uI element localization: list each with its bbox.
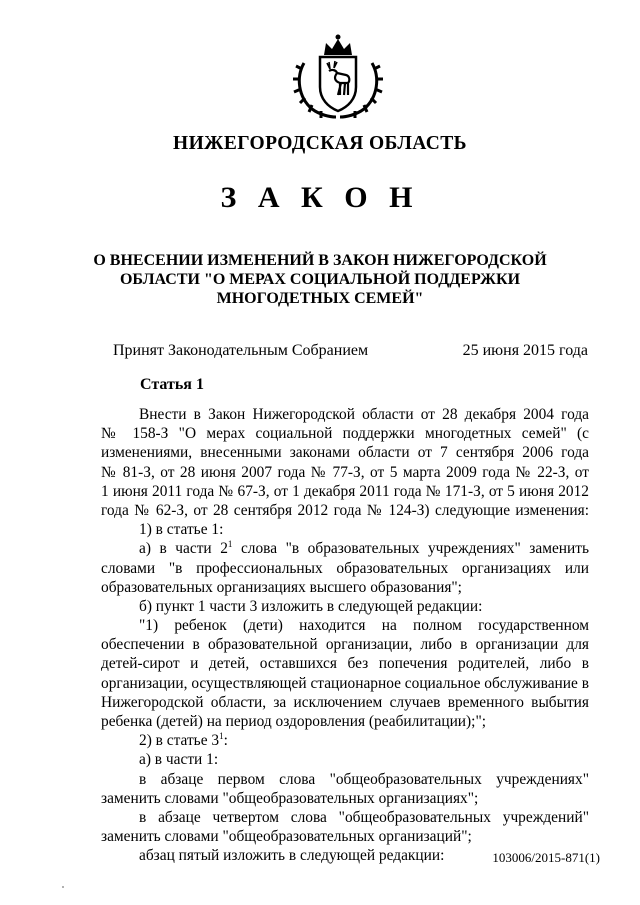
body-line-part: 2) в статье 3 — [139, 732, 220, 750]
body-line: № 81-З, от 28 июня 2007 года № 77-З, от 5 марта 2009 года № 22-З, от — [101, 463, 589, 481]
body-line-part: а) в части 2 — [139, 540, 228, 558]
body-line: словами "в профессиональных образовательных организациях или — [101, 559, 589, 577]
body-line: заменить словами "общеобразовательных организациях"; — [101, 789, 479, 807]
body-line: организации, осуществляющей стационарное социальное обслуживание в — [101, 674, 589, 692]
body-line: года № 62-З, от 28 сентября 2012 года № 124-З) следующие изменения: — [101, 501, 589, 519]
coat-of-arms-icon — [290, 33, 386, 119]
article-heading: Статья 1 — [140, 376, 204, 393]
adoption-date: 25 июня 2015 года — [462, 342, 588, 359]
superscript: 1 — [219, 731, 224, 742]
law-title-line: ОБЛАСТИ "О МЕРАХ СОЦИАЛЬНОЙ ПОДДЕРЖКИ — [119, 271, 521, 288]
body-line: абзац пятый изложить в следующей редакции: — [139, 847, 445, 865]
superscript: 1 — [227, 539, 233, 550]
body-line: № 158-З "О мерах социальной поддержки многодетных семей" (с — [101, 425, 589, 443]
document-type: З А К О Н — [220, 181, 420, 214]
body-line: изменениями, внесенными законами области от 7 сентября 2006 года — [101, 444, 589, 462]
body-line: в абзаце четвертом слова "общеобразовательных учреждений" — [139, 808, 589, 826]
scan-mark — [62, 886, 64, 888]
document-code: 103006/2015-871(1) — [492, 850, 600, 865]
body-line: Внести в Закон Нижегородской области от 28 декабря 2004 года — [139, 406, 589, 423]
law-title-line: О ВНЕСЕНИИ ИЗМЕНЕНИЙ В ЗАКОН НИЖЕГОРОДСКОЙ — [93, 252, 547, 269]
body-line: ребенка (детей) на период оздоровления (реабилитации);"; — [101, 713, 486, 730]
adoption-statement: Принят Законодательным Собранием — [113, 342, 369, 359]
body-line — [101, 539, 589, 558]
region-name: НИЖЕГОРОДСКАЯ ОБЛАСТЬ — [173, 133, 467, 154]
body-line-part: : — [223, 732, 228, 750]
body-line: "1) ребенок (дети) находится на полном государственном — [139, 617, 589, 635]
body-line — [101, 731, 589, 750]
law-title-line: МНОГОДЕТНЫХ СЕМЕЙ" — [216, 290, 424, 307]
body-line-part: слова "в образовательных учреждениях" заменить — [232, 540, 590, 558]
body-line: детей-сирот и детей, оставшихся без попечения родителей, либо в — [101, 655, 589, 673]
body-line: в абзаце первом слова "общеобразовательных учреждениях" — [139, 770, 589, 788]
article-body — [101, 405, 589, 866]
body-line: обеспечении в образовательной организации, либо в организации для — [101, 636, 589, 654]
body-line: б) пункт 1 части 3 изложить в следующей редакции: — [139, 597, 483, 615]
body-line: 1 июня 2011 года № 67-З, от 1 декабря 2011 года № 171-З, от 5 июня 2012 — [101, 482, 589, 500]
body-line: образовательных организациях высшего образования"; — [101, 578, 462, 596]
body-line: заменить словами "общеобразовательных организаций"; — [101, 828, 472, 846]
body-line: а) в части 1: — [139, 751, 219, 769]
body-line: Нижегородской области, за исключением случаев временного выбытия — [101, 693, 589, 711]
body-line: 1) в статье 1: — [139, 521, 224, 539]
law-title — [0, 251, 640, 308]
